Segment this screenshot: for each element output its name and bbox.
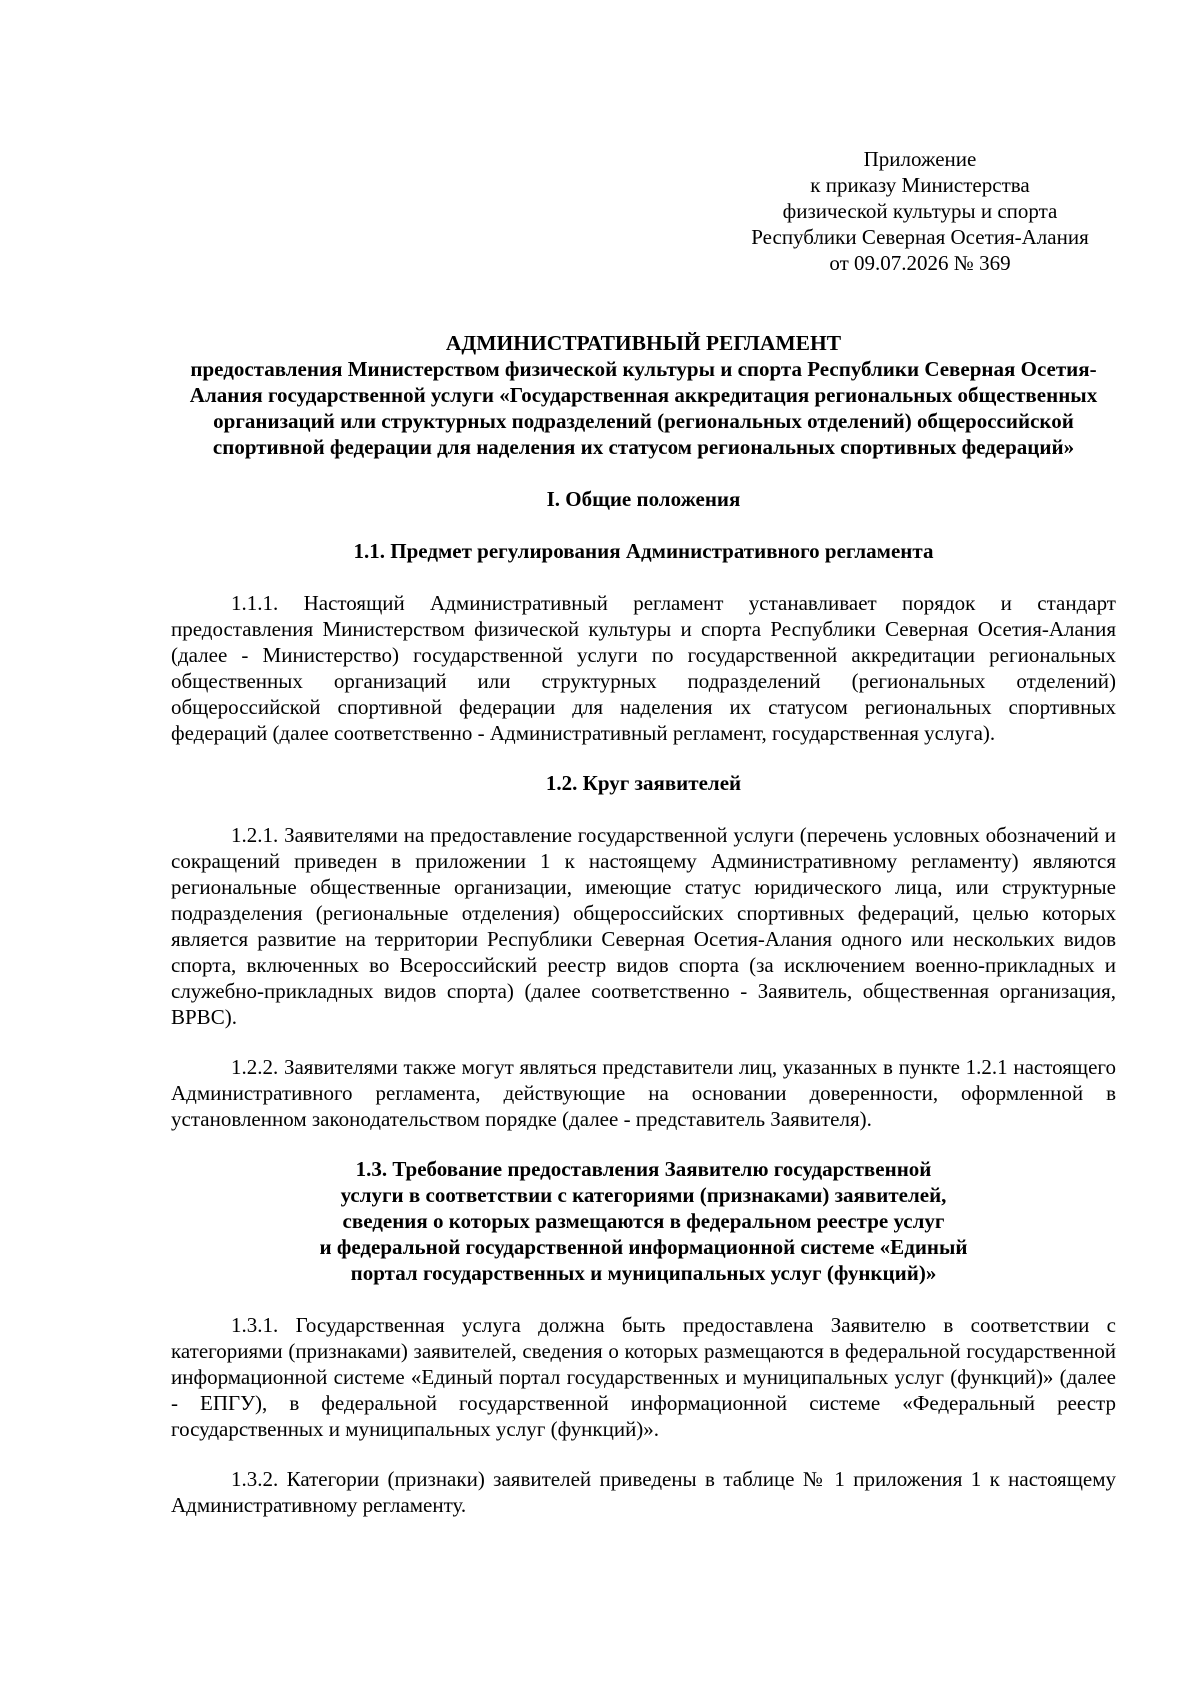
paragraph-1-2-2: 1.2.2. Заявителями также могут являться представители лиц, указанных в пункте 1.2.1 настоящего Административного регламента, действующие на основании доверенности, оформленной в установленном законодательством порядке (далее - представитель Заявителя). [171, 1055, 1116, 1131]
appendix-line: от 09.07.2026 № 369 [829, 251, 1011, 275]
document-title-subtitle: предоставления Министерством физической культуры и спорта Республики Северная Осетия-Алания государственной услуги «Государственная аккредитация региональных общественных организаций или структурных подразделений (региональных отделений) общероссийской спортивной федерации для наделения их статусом региональных спортивных федераций» [189, 357, 1098, 459]
section-heading: I. Общие положения [546, 487, 741, 511]
appendix-line: Республики Северная Осетия-Алания [751, 225, 1089, 249]
document-title-name: АДМИНИСТРАТИВНЫЙ РЕГЛАМЕНТ [445, 331, 842, 355]
appendix-block [700, 146, 1140, 276]
paragraph-1-3-2: 1.3.2. Категории (признаки) заявителей приведены в таблице № 1 приложения 1 к настоящему Административному регламенту. [171, 1467, 1116, 1517]
paragraph-1-2-1: 1.2.1. Заявителями на предоставление государственной услуги (перечень условных обозначений и сокращений приведен в приложении 1 к настоящему Административному регламенту) являются региональные общественные организации, имеющие статус юридического лица, или структурные подразделения (региональные отделения) общероссийских спортивных федераций, целью которых является развитие на территории Республики Северная Осетия-Алания одного или нескольких видов спорта, включенных во Всероссийский реестр видов спорта (за исключением военно-прикладных и служебно-прикладных видов спорта) (далее соответственно - Заявитель, общественная организация, ВРВС). [171, 823, 1116, 1029]
appendix-line: физической культуры и спорта [782, 199, 1058, 223]
appendix-line: Приложение [863, 147, 977, 171]
paragraph-1-3-1: 1.3.1. Государственная услуга должна быть предоставлена Заявителю в соответствии с категориями (признаками) заявителей, сведения о которых размещаются в федеральной государственной информационной системе «Единый портал государственных и муниципальных услуг (функций)» (далее - ЕПГУ), в федеральной государственной информационной системе «Федеральный реестр государственных и муниципальных услуг (функций)». [171, 1313, 1116, 1441]
subsection-heading: 1.3. Требование предоставления Заявителю государственной услуги в соответствии с категориями (признаками) заявителей, сведения о которых размещаются в федеральном реестре услуг и федеральной государственной информационной системе «Единый портал государственных и муниципальных услуг (функций)» [319, 1157, 968, 1285]
appendix-line: к приказу Министерства [810, 173, 1030, 197]
subsection-heading: 1.1. Предмет регулирования Административного регламента [353, 539, 934, 563]
document-body [171, 330, 1116, 1542]
document-title [171, 330, 1116, 460]
subsection-heading: 1.2. Круг заявителей [545, 771, 742, 795]
paragraph-1-1-1: 1.1.1. Настоящий Административный регламент устанавливает порядок и стандарт предоставления Министерством физической культуры и спорта Республики Северная Осетия-Алания (далее - Министерство) государственной услуги по государственной аккредитации региональных общественных организаций или структурных подразделений (региональных отделений) общероссийской спортивной федерации для наделения их статусом региональных спортивных федераций (далее соответственно - Административный регламент, государственная услуга). [171, 591, 1116, 745]
